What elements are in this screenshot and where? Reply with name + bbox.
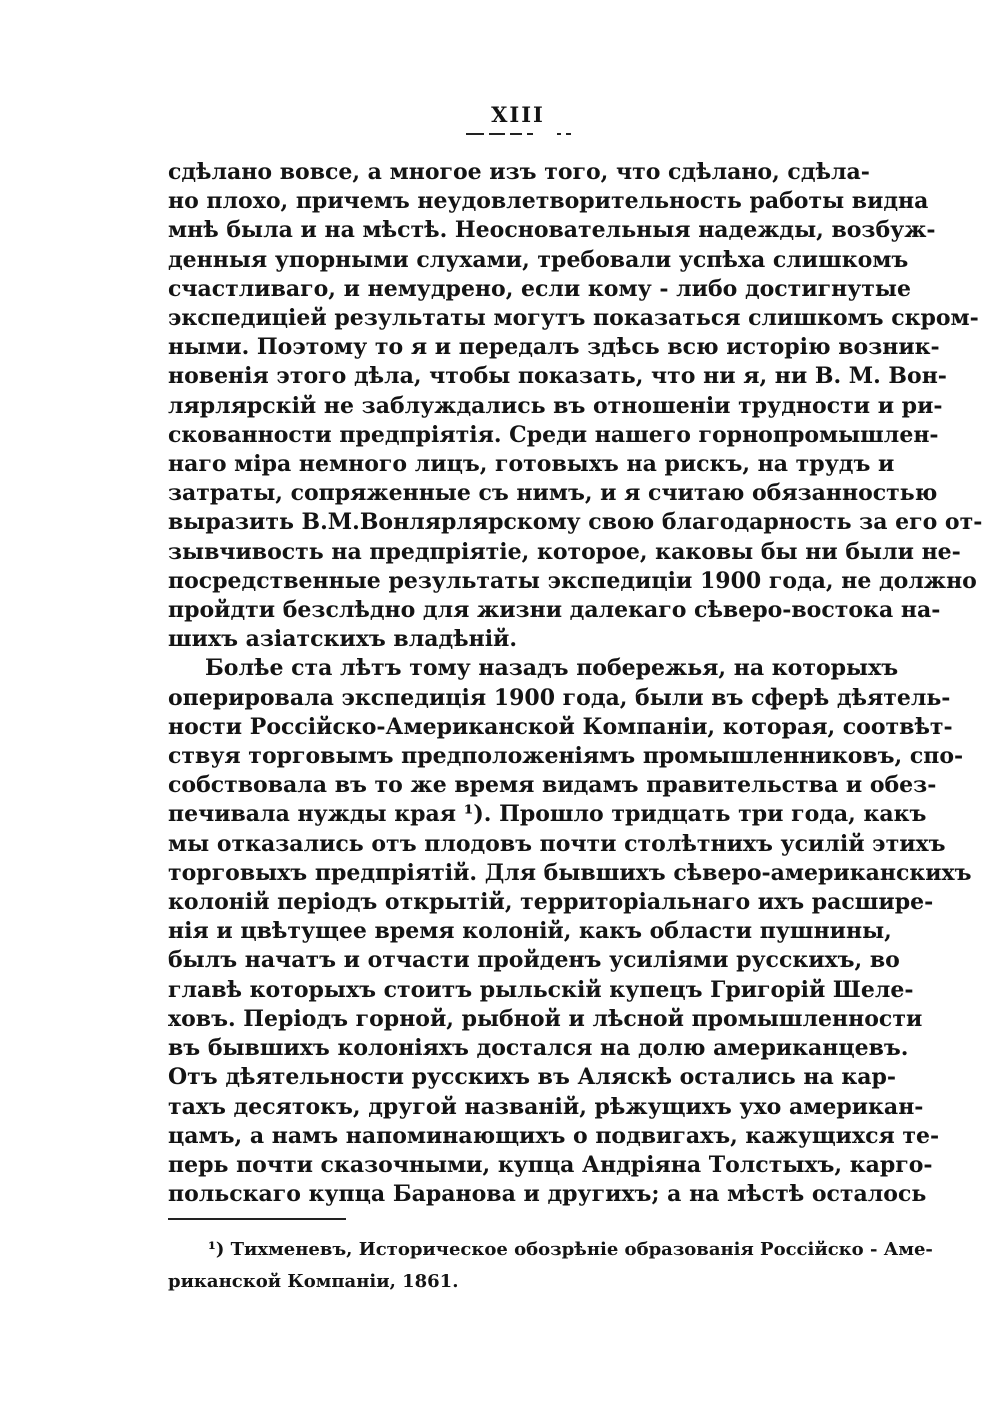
dash-segment — [527, 133, 533, 135]
page-number: XIII — [491, 102, 545, 127]
text-line: тахъ десятокъ, другой названій, рѣжущихъ ухо американ- — [168, 1093, 924, 1120]
text-line: шихъ азіатскихъ владѣній. — [168, 626, 518, 653]
text-line: собствовала въ то же время видамъ правительства и обез- — [168, 772, 937, 799]
footnote-rule — [168, 1218, 346, 1220]
text-line: лярлярскій не заблуждались въ отношеніи трудности и ри- — [168, 392, 943, 419]
dash-segment — [466, 133, 484, 135]
text-line: затраты, сопряженные съ нимъ, и я считаю обязанностью — [168, 480, 938, 507]
dash-segment — [489, 133, 505, 135]
dash-segment — [557, 133, 561, 135]
dash-gap — [538, 133, 552, 135]
text-line: ными. Поэтому то я и передалъ здѣсь всю исторію возник- — [168, 334, 940, 361]
text-line: скованности предпріятія. Среди нашего горнопромышлен- — [168, 421, 939, 448]
dash-segment — [510, 133, 522, 135]
text-line: цамъ, а намъ напоминающихъ о подвигахъ, кажущихся те- — [168, 1122, 940, 1149]
text-line: зывчивость на предпріятіе, которое, каковы бы ни были не- — [168, 538, 961, 565]
header-underline-dashes — [168, 132, 868, 135]
text-column — [168, 102, 983, 1298]
text-line: риканской Компаніи, 1861. — [168, 1271, 459, 1293]
text-line: ховъ. Періодъ горной, рыбной и лѣсной промышленности — [168, 1005, 923, 1032]
text-line: экспедиціей результаты могутъ показаться слишкомъ скром- — [168, 305, 979, 332]
footnote — [168, 1234, 933, 1298]
text-line: оперировала экспедиція 1900 года, были въ сферѣ дѣятель- — [168, 684, 951, 711]
text-line: перь почти сказочными, купца Андріяна Толстыхъ, карго- — [168, 1151, 933, 1178]
text-line: главѣ которыхъ стоитъ рыльскій купецъ Григорій Шеле- — [168, 976, 914, 1003]
text-line: колоній періодъ открытій, территоріальнаго ихъ расшире- — [168, 889, 934, 916]
text-line: ствуя торговымъ предположеніямъ промышленниковъ, спо- — [168, 743, 964, 770]
text-line: Болѣе ста лѣтъ тому назадъ побережья, на которыхъ — [205, 655, 899, 682]
text-line: счастливаго, и немудрено, если кому - либо достигнутые — [168, 275, 911, 302]
dash-segment — [566, 133, 571, 135]
text-line: польскаго купца Баранова и другихъ; а на мѣстѣ осталось — [168, 1181, 927, 1208]
text-line: ¹) Тихменевъ, Историческое обозрѣніе образованія Россійско - Аме- — [208, 1239, 933, 1261]
text-line: Отъ дѣятельности русскихъ въ Аляскѣ остались на кар- — [168, 1064, 897, 1091]
text-line: но плохо, причемъ неудовлетворительность работы видна — [168, 188, 929, 215]
body-text — [168, 158, 983, 1209]
text-line: въ бывшихъ колоніяхъ достался на долю американцевъ. — [168, 1035, 909, 1062]
text-line: сдѣлано вовсе, а многое изъ того, что сдѣлано, сдѣла- — [168, 159, 870, 185]
text-line: торговыхъ предпріятій. Для бывшихъ сѣверо-американскихъ — [168, 859, 972, 886]
text-line: посредственные результаты экспедиціи 1900 года, не должно — [168, 567, 977, 594]
text-line: печивала нужды края ¹). Прошло тридцать три года, какъ — [168, 801, 927, 828]
text-line: денныя упорными слухами, требовали успѣха слишкомъ — [168, 246, 909, 273]
text-line: мы отказались отъ плодовъ почти столѣтнихъ усилій этихъ — [168, 830, 946, 857]
text-line: нія и цвѣтущее время колоній, какъ области пушнины, — [168, 918, 892, 945]
text-line: былъ начатъ и отчасти пройденъ усиліями русскихъ, во — [168, 947, 900, 974]
text-line: наго міра немного лицъ, готовыхъ на рискъ, на трудъ и — [168, 451, 895, 478]
page-header — [168, 104, 868, 135]
text-line: выразить В.М.Вонлярлярскому свою благодарность за его от- — [168, 509, 983, 536]
text-line: мнѣ была и на мѣстѣ. Неосновательныя надежды, возбуж- — [168, 217, 936, 244]
text-line: пройдти безслѣдно для жизни далекаго сѣверо-востока на- — [168, 597, 941, 624]
text-line: новенія этого дѣла, чтобы показать, что ни я, ни В. М. Вон- — [168, 363, 947, 390]
text-line: ности Россійско-Американской Компаніи, которая, соотвѣт- — [168, 713, 953, 740]
